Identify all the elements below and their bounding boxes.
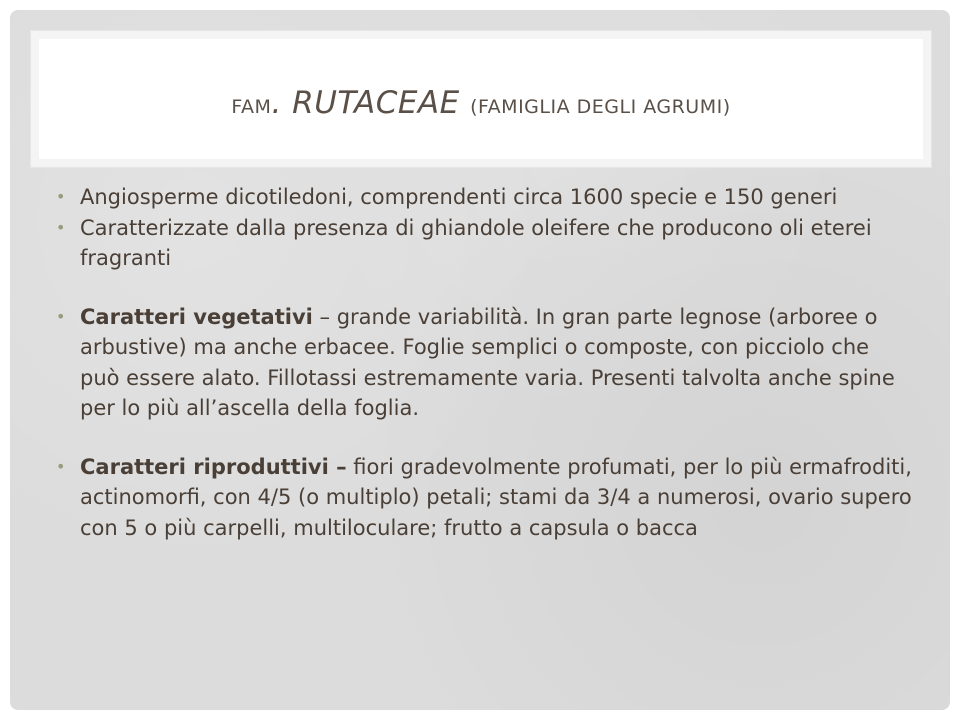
title-box bbox=[30, 30, 932, 168]
slide bbox=[10, 10, 950, 710]
bullet-text: Caratterizzate dalla presenza di ghiandole oleifere che producono oli eterei fragranti bbox=[80, 215, 872, 270]
bullet-text: fiori gradevolmente profumati, per lo più ermafroditi, actinomorfi, con 4/5 (o multiplo) petali; stami da 3/4 a numerosi, ovario supero con 5 o più carpelli, multiloculare; frutto a capsula o bacca bbox=[80, 454, 912, 540]
slide-title bbox=[231, 77, 730, 121]
bullet-icon: • bbox=[56, 456, 66, 476]
bullet-icon: • bbox=[56, 306, 66, 326]
bullet-item bbox=[56, 182, 912, 213]
bullet-text: Angiosperme dicotiledoni, comprendenti circa 1600 specie e 150 generi bbox=[80, 185, 838, 209]
bullet-text: – grande variabilità. In gran parte legnose (arboree o arbustive) ma anche erbacee. Foglie semplici o composte, con picciolo che può essere alato. Fillotassi estremamente varia. Presenti talvolta anche spine per lo più all’ascella della foglia. bbox=[80, 304, 895, 420]
bullet-heading: Caratteri riproduttivi – bbox=[80, 454, 347, 479]
bullet-heading: Caratteri vegetativi bbox=[80, 304, 313, 329]
title-main: RUTACEAE bbox=[281, 85, 471, 121]
bullet-icon: • bbox=[56, 187, 66, 206]
title-prefix: FAM bbox=[231, 96, 272, 118]
bullet-list bbox=[56, 182, 912, 543]
bullet-icon: • bbox=[56, 217, 66, 237]
bullet-item bbox=[56, 213, 912, 274]
title-dot: . bbox=[271, 85, 282, 121]
title-suffix: (FAMIGLIA DEGLI AGRUMI) bbox=[470, 96, 731, 118]
bullet-item bbox=[56, 452, 912, 544]
bullet-item bbox=[56, 302, 912, 424]
